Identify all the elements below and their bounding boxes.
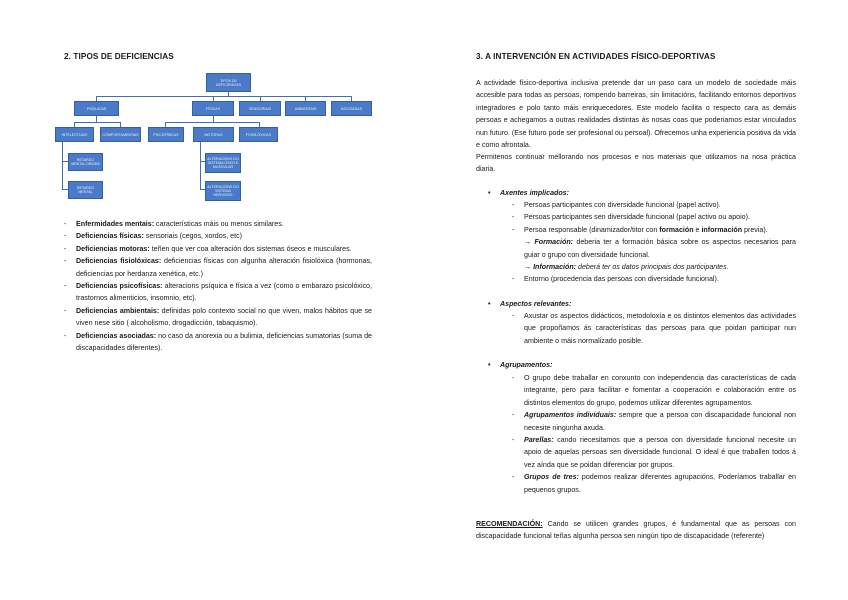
node-sensoriais: SENSORIAIS (239, 101, 281, 116)
node-asociadas: ASOCIADAS (331, 101, 372, 116)
node-root: TIPOS DE DEFICIENCIAS (206, 73, 251, 92)
list-item: - Deficiencias fisiolóxicas: deficiencias físicas con algunha alteración fisiolóxica (hormonas, deficiencias por herdanza xenética, etc.) (64, 255, 372, 280)
list-item: - Persoas participantes sen diversidade funcional (papel activo ou apoio). (512, 211, 796, 223)
list-item: - Deficiencias físicas: sensoriais (cegos, xordos, etc) (64, 230, 372, 242)
connector (96, 96, 352, 97)
agrupamentos-list (512, 372, 796, 496)
aspectos-heading: • Aspectos relevantes: (488, 300, 572, 308)
node-oseo-muscular: ALTERACIÓNS DO SISTEMA ÓSEO E MUSCULAR (205, 153, 241, 173)
node-intelectuais: INTELECTUAIS (55, 127, 94, 142)
node-nervioso: ALTERACIÓNS DO SISTEMA NERVIOSO (205, 181, 241, 201)
connector (62, 142, 63, 190)
recomendacion-paragraph: RECOMENDACIÓN: Cando se utilicen grandes grupos, é fundamental que as persoas con discapacidade funcional teñas algunha persoa sen ningún tipo de discapacidade (referente) (476, 520, 796, 541)
deficiency-list (64, 218, 372, 354)
list-item: - Axustar os aspectos didácticos, metodoloxía e os distintos elementos das actividades que propoñamos ás características das persoas para que poidan participar nun ambiente o máis normalizado posible. (512, 310, 796, 347)
node-psicofisicas: PSICOFÍSICAS (148, 127, 184, 142)
list-item: - Entorno (procedencia das persoas con diversidade funcional). (512, 273, 796, 285)
axentes-list (512, 199, 796, 286)
section-title-tipos: 2. TIPOS DE DEFICIENCIAS (64, 52, 174, 61)
node-motoras: MOTORAS (193, 127, 234, 142)
list-item: - Persoa responsable (dinamizador/titor con formación e información previa). (512, 224, 796, 236)
list-item: - Persoas participantes con diversidade funcional (papel activo). (512, 199, 796, 211)
connector (74, 122, 120, 123)
node-psiquicas: PSÍQUICAS (74, 101, 119, 116)
list-item: - Deficiencias motoras: teñen que ver coa alteración dos sistemas óseos e musculares. (64, 243, 372, 255)
intro-paragraph: A actividade físico-deportiva inclusiva pretende dar un paso cara un modelo de sociedade máis accesible para todas as persoas, rompendo barreiras, sin limitacións, facilitando entornos deportivos integradores e polo tanto máis enriquecedores. Este modelo facilita o respecto cara as demáis persoas e achegamos a outras realidades distintas ás nosas coas que poderiamos estar vinculados nun futuro. (Ese futuro pode ser profesional ou persoal). Ofrecemos unha experiencia positiva da vida e como afrontala. (476, 79, 796, 150)
list-item: - Agrupamentos individuais: sempre que a persoa con discapacidade funcional non necesite ningunha axuda. (512, 409, 796, 434)
list-item: - Enfermidades mentais: características máis ou menos similares. (64, 218, 372, 230)
connector (200, 142, 201, 190)
node-fisioloxicas: FISIOLÓXICAS (239, 127, 278, 142)
node-ambientais: AMBIENTAIS (285, 101, 326, 116)
list-item: - Deficiencias psicofísicas: alteracions psíquica e física a vez (como o embarazo psicolóxico, trastornos alimenticios, insomnio, etc). (64, 280, 372, 305)
section-title-intervencion: 3. A INTERVENCIÓN EN ACTIVIDADES FÍSICO-DEPORTIVAS (476, 52, 716, 61)
node-retardo: RETARDO MENTAL (68, 181, 103, 199)
informacion-note: → Información: deberá ter os datos principais dos participantes. (524, 263, 729, 272)
list-item: - O grupo debe traballar en conxunto con independencia das características de cada integrante, pero para facilitar e fomentar a cooperación e colaboración entre os distintos elementos do grupo, podemos utilizar diferentes agrupamentos. (512, 372, 796, 409)
agrupamentos-heading: • Agrupamentos: (488, 361, 553, 369)
axentes-heading: • Axentes implicados: (488, 189, 569, 197)
node-fisicas: FÍSICAS (192, 101, 234, 116)
connector (165, 122, 259, 123)
node-retardo-debida: RETARDO MENTAL DEBIDA (68, 153, 103, 171)
intro-paragraph-2: Permitenos continuar mellorando nos procesos e nos materiais que utilizamos na nosa práctica diaria. (476, 153, 796, 174)
aspectos-list (512, 310, 796, 347)
list-item: - Deficiencias asociadas: no caso da anorexia ou a bulimia, deficiencias sumatorias (suma de discapacidades diferentes). (64, 330, 372, 355)
list-item: - Deficiencias ambientais: definidas polo contexto social no que viven, malos hábitos que se viven nese sitio ( alcoholismo, drogadicción, tabaquismo). (64, 305, 372, 330)
formacion-note: → Formación: deberia ter a formación básica sobre os aspectos necesarios para guiar o grupo con diversidade funcional. (524, 238, 796, 259)
node-comportamentais: COMPORTAMENTAIS (100, 127, 141, 142)
list-item: - Parellas: cando riecesitamos que a persoa con diversidade funcional necesite un apoio de aquelas persoas sen diversidade funcional. O ideal é que traballen todos á vez aínda que se poidan diferenciar por grupos. (512, 434, 796, 471)
list-item: - Grupos de tres: podemos realizar diferentes agrupacións. Poderíamos traballar en pequenos grupos. (512, 471, 796, 496)
